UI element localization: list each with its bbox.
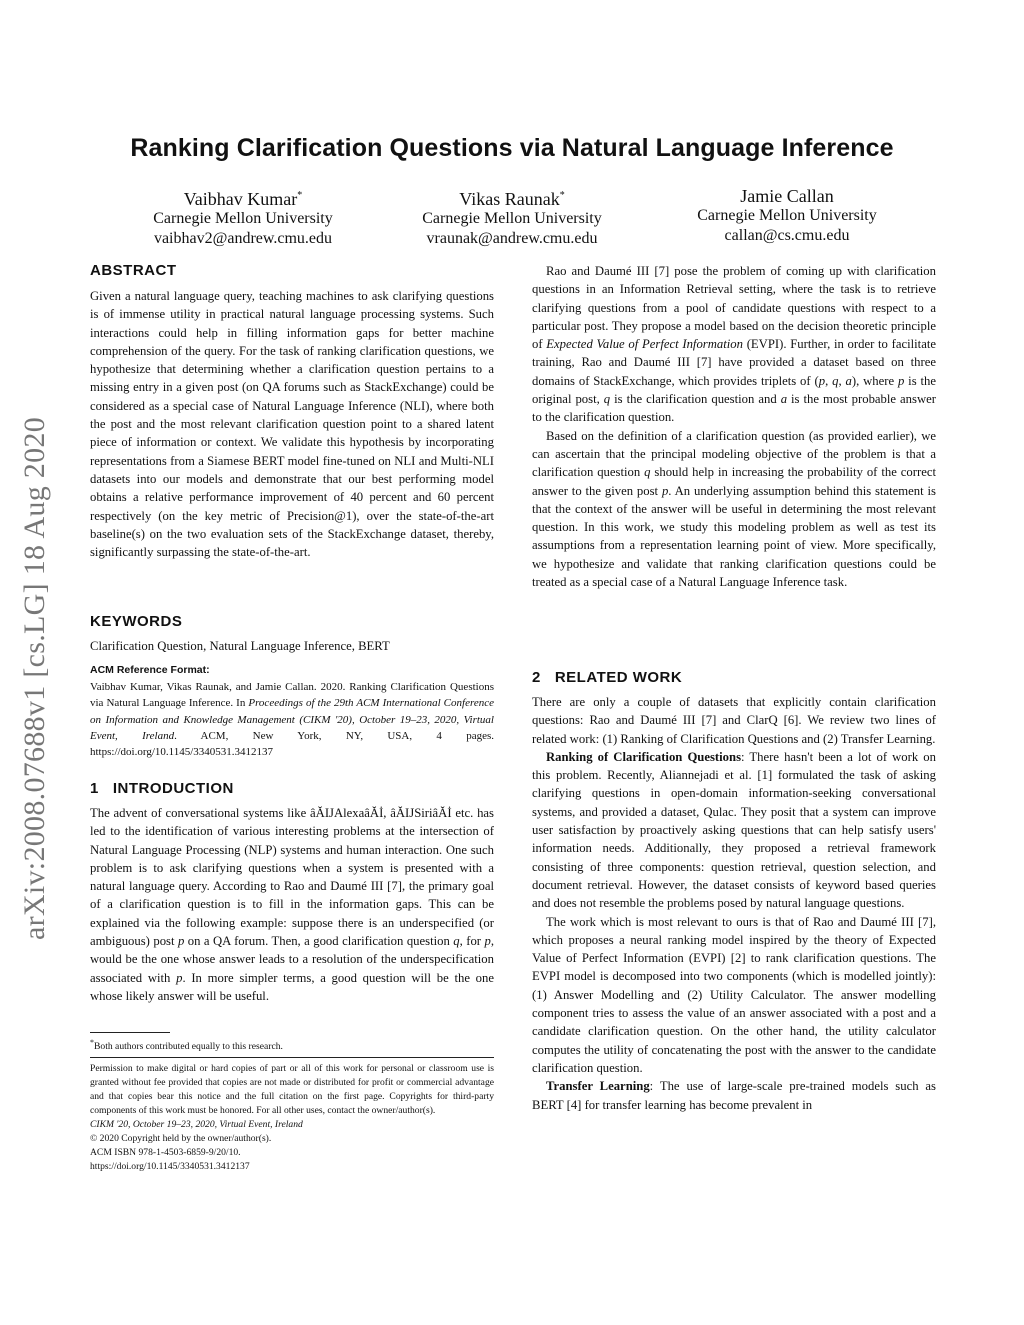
text-run: . In more simpler terms, a good question will be the one whose likely answer will be useful. bbox=[90, 970, 494, 1003]
related-work bbox=[532, 693, 936, 1114]
author-2 bbox=[382, 186, 642, 249]
permission-rule bbox=[90, 1057, 494, 1058]
paragraph bbox=[532, 262, 936, 427]
text-run: The work which is most relevant to ours is that of Rao and Daumé III [7], which proposes a neural ranking model inspired by the theory of Expected Value of Perfect Information (EVPI) [2] to rank clarification questions. The EVPI model is decomposed into two components (which is modelled jointly): (1) Answer Modelling and (2) Utility Calculator. The answer modelling component tries to assess the value of an answer associated with a post and a candidate clarification question. On the other hand, the utility calculator computes the utility of concatenating the post with the answer to the candidate clarification question. bbox=[532, 914, 936, 1075]
author-email: callan@cs.cmu.edu bbox=[724, 227, 850, 244]
text-run: ), where bbox=[851, 373, 898, 388]
italic-text: p bbox=[897, 373, 905, 388]
acm-ref-heading: ACM Reference Format: bbox=[90, 664, 210, 676]
text-run: is the clarification question and bbox=[610, 392, 781, 407]
paragraph bbox=[532, 427, 936, 592]
text-run: is the original post, bbox=[532, 373, 937, 407]
footnote-text: Both authors contributed equally to this research. bbox=[94, 1041, 283, 1053]
text-run: Based on the definition of a clarification question (as provided earlier), we can ascertain that the principal modeling objective of the problem is that a clarification question bbox=[532, 428, 936, 480]
venue: CIKM '20, October 19–23, 2020, Virtual Event, Ireland bbox=[90, 1119, 303, 1130]
abstract-heading: ABSTRACT bbox=[90, 262, 177, 279]
acm-ref-text bbox=[90, 679, 494, 760]
text-run: : There hasn't been a lot of work on this problem. Recently, Aliannejadi et al. [1] formulated the task of asking clarifying questions in open-domain information-seeking conversational systems, and provided a dataset, Qulac. They posit that a system can improve user satisfaction by proactively asking questions that can help satisfy users' information needs. Additionally, they proposed a retrieval framework consisting of three components: question retrieval, question selection, and document retrieval. However, the dataset consists of keyword based queries and does not resemble the problems posed by natural language questions. bbox=[532, 749, 936, 911]
italic-text: a bbox=[780, 392, 788, 407]
permission-text: Permission to make digital or hard copies of part or all of this work for personal or classroom use is granted without fee provided that copies are not made or distributed for profit or commercial advantage and that copies bear this notice and the full citation on the first page. Copyrights for third-party components of this work must be honored. For all other uses, contact the owner/author(s). bbox=[90, 1063, 494, 1116]
italic-text: q bbox=[644, 465, 651, 480]
keywords-heading: KEYWORDS bbox=[90, 613, 183, 630]
related-work-heading: 2 RELATED WORK bbox=[532, 669, 683, 686]
doi-link[interactable]: https://doi.org/10.1145/3340531.3412137 bbox=[90, 1161, 250, 1172]
copyright: © 2020 Copyright held by the owner/author(s). bbox=[90, 1133, 272, 1144]
abstract-text: Given a natural language query, teaching machines to ask clarifying questions is of immense utility in practical natural language processing systems. Such interactions could help in filling information gaps for better machine comprehension of the query. For the task of ranking clarification questions, we hypothesize that determining whether a clarification question pertains to a missing entry in a given post (on QA forums such as StackExchange) could be considered as a special case of Natural Language Inference (NLI), where both the post and the most relevant clarification question point to a shared latent piece of information or context. We validate this hypothesis by incorporating representations from a Siamese BERT model fine-tuned on NLI and Multi-NLI datasets into our models and demonstrate that our best performing model obtains a relative performance improvement of 40 percent and 60 percent respectively (on the key metric of Precision@1), over the state-of-the-art baseline(s) on the two evaluation sets of the StackExchange dataset, thereby, significantly surpassing the state-of-the-art. bbox=[90, 289, 494, 560]
author-1 bbox=[113, 186, 373, 249]
author-email: vraunak@andrew.cmu.edu bbox=[426, 230, 598, 247]
author-name: Vaibhav Kumar bbox=[183, 189, 298, 209]
text-run: There are only a couple of datasets that explicitly contain clarification questions: Rao and Daumé III [7] and ClarQ [6]. We review two lines of related work: (1) Ranking of Clarification Questions and (2) Transfer Learning. bbox=[532, 695, 936, 746]
author-3 bbox=[657, 186, 917, 246]
text-run: . ACM, New York, NY, USA, 4 pages. https://doi.org/10.1145/3340531.3412137 bbox=[90, 729, 495, 759]
text-run: , bbox=[838, 373, 846, 388]
author-affiliation: Carnegie Mellon University bbox=[697, 207, 877, 224]
author-affiliation: Carnegie Mellon University bbox=[422, 210, 602, 227]
paper-title: Ranking Clarification Questions via Natural Language Inference bbox=[130, 134, 894, 162]
text-run: , bbox=[825, 373, 833, 388]
italic-text: q bbox=[832, 373, 839, 388]
introduction-text bbox=[90, 804, 494, 1005]
bold-text: Transfer Learning bbox=[546, 1079, 650, 1094]
text-run: (EVPI). Further, in order to facilitate training, Rao and Daumé III [7] have provided a dataset based on three domains of StackExchange, which provides triplets of ( bbox=[532, 337, 936, 388]
right-column bbox=[532, 262, 936, 591]
text-run: : The use of large-scale pre-trained models such as BERT [4] for transfer learning has become prevalent in bbox=[532, 1079, 936, 1112]
introduction-heading: 1 INTRODUCTION bbox=[90, 780, 234, 797]
text-run: . An underlying assumption behind this statement is that the context of the answer will be useful in determining the most relevant question. In this work, we study this modeling problem as well as test its assumptions from a representation learning point of view. More specifically, we hypothesize and validate that ranking clarification questions could be treated as a special case of a Natural Language Inference task. bbox=[532, 483, 936, 590]
author-email: vaibhav2@andrew.cmu.edu bbox=[153, 230, 333, 247]
text-run: , would be the one whose answer leads to a resolution of the underspecification associated with bbox=[90, 934, 494, 985]
italic-text: Proceedings of the 29th ACM International Conference on Information and Knowledge Management (CIKM '20), October 19–23, 2020, Virtual Event, Ireland bbox=[90, 697, 494, 742]
text-run: Rao and Daumé III [7] pose the problem of coming up with clarification questions in an Information Retrieval setting, where the task is to retrieve clarifying questions from a pool of candidate questions with respect to a particular post. They propose a model based on the decision theoretic principle of bbox=[532, 264, 936, 352]
text-run: should help in increasing the probability of the correct answer to the given post bbox=[532, 465, 936, 498]
italic-text: p bbox=[484, 934, 491, 949]
text-run: , for bbox=[459, 934, 485, 949]
italic-text: p bbox=[176, 970, 183, 985]
isbn: ACM ISBN 978-1-4503-6859-9/20/10. bbox=[90, 1147, 241, 1158]
keywords-text: Clarification Question, Natural Language Inference, BERT bbox=[90, 639, 390, 653]
permission-block bbox=[90, 1062, 494, 1174]
text-run: on a QA forum. Then, a good clarification question bbox=[184, 934, 454, 949]
bold-text: Ranking of Clarification Questions bbox=[546, 749, 742, 764]
paragraph bbox=[532, 913, 936, 1078]
author-mark: * bbox=[559, 190, 565, 201]
italic-text: p bbox=[177, 934, 185, 949]
paragraph bbox=[532, 693, 936, 748]
italic-text: p bbox=[661, 483, 669, 498]
text-run: The advent of conversational systems like âĂIJAlexaâĂİ, âĂIJSiriâĂİ etc. has led to the identification of various interesting problems at the intersection of Natural Language Processing (NLP) systems and human interaction. One such problem is to ask clarifying questions when a system is presented with a natural language query. According to Rao and Daumé III [7], the primary goal of a clarification question is to fill in the information gaps. This can be explained via the following example: suppose there is an underspecified (or ambiguous) post bbox=[90, 806, 494, 949]
italic-text: q bbox=[603, 392, 611, 407]
italic-text: p bbox=[818, 373, 826, 388]
footnote: *Both authors contributed equally to this research. bbox=[90, 1038, 283, 1053]
italic-text: a bbox=[845, 373, 852, 388]
paragraph bbox=[532, 1077, 936, 1114]
author-affiliation: Carnegie Mellon University bbox=[153, 210, 333, 227]
arxiv-identifier: arXiv:2008.07688v1 [cs.LG] 18 Aug 2020 bbox=[18, 416, 51, 940]
author-name: Jamie Callan bbox=[740, 186, 834, 206]
author-mark: * bbox=[297, 190, 303, 201]
italic-text: q bbox=[453, 934, 460, 949]
footnote-rule bbox=[90, 1032, 170, 1033]
text-run: is the most probable answer to the clarification question. bbox=[532, 392, 936, 425]
paragraph bbox=[532, 748, 936, 913]
author-name: Vikas Raunak bbox=[459, 189, 560, 209]
italic-text: Expected Value of Perfect Information bbox=[546, 337, 743, 352]
text-run: Vaibhav Kumar, Vikas Raunak, and Jamie Callan. 2020. Ranking Clarification Questions via Natural Language Inference. In bbox=[90, 681, 494, 710]
